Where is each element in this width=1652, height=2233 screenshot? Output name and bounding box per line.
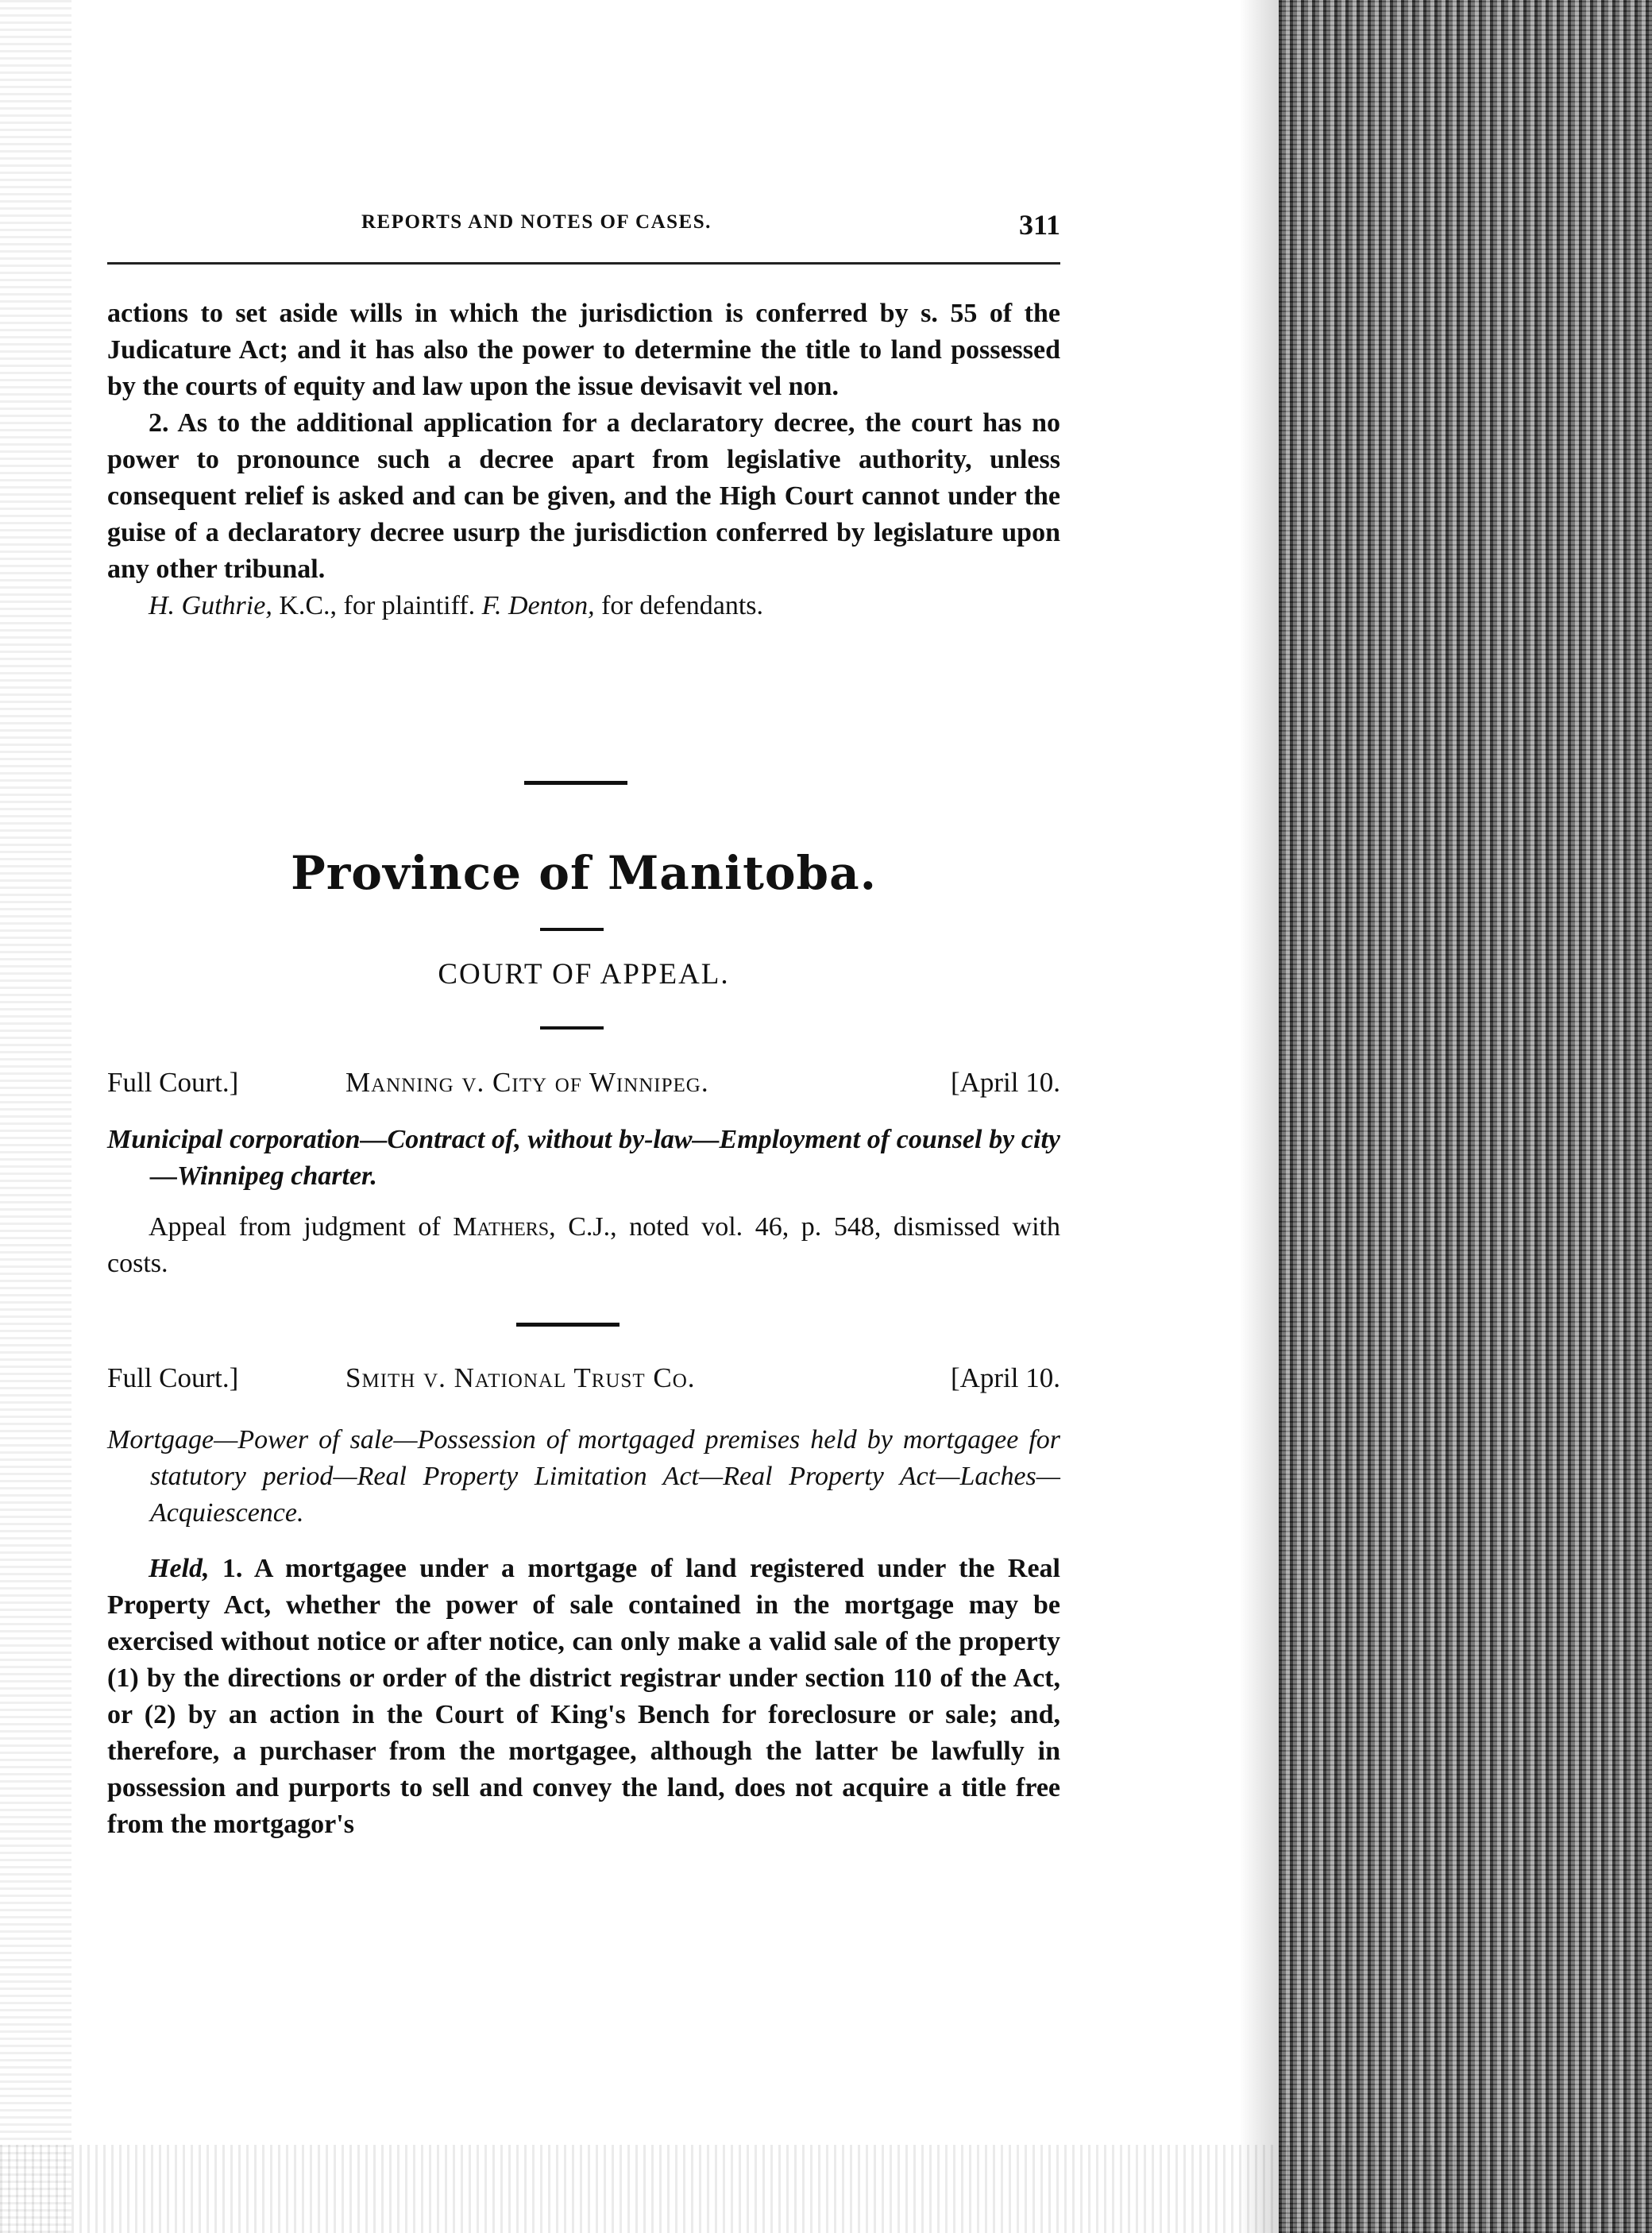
court-heading: COURT OF APPEAL. — [438, 958, 730, 991]
scan-bottom-edge — [0, 2145, 1652, 2233]
province-heading: Province of Manitoba. — [291, 846, 877, 900]
running-head — [107, 208, 1060, 256]
defendant-counsel-role: for defendants. — [594, 591, 764, 620]
case-holding — [107, 1551, 1060, 1843]
case-note-judge: Mathers — [453, 1212, 550, 1242]
case-note — [107, 1209, 1060, 1282]
case-note-suffix: , C.J., noted vol. 46, p. 548, dismissed with costs. — [107, 1212, 1060, 1278]
continuation-text — [107, 296, 1060, 624]
held-label: Held, — [149, 1554, 210, 1583]
held-text: 1. A mortgagee under a mortgage of land registered under the Real Property Act, whether the power of sale contained in the mortgage may be exercised without notice or after notice, can only make a valid sale of the property (1) by the directions or order of the district registrar under section 110 of the Act, or (2) by an action in the Court of King's Bench for foreclosure or sale; and, therefore, a purchaser from the mortgagee, although the latter be lawfully in possession and purports to sell and convey the land, does not acquire a title free from the mortgagor's — [107, 1554, 1060, 1839]
continuation-paragraph-1: actions to set aside wills in which the jurisdiction is conferred by s. 55 of the Judicature Act; and it has also the power to determine the title to land possessed by the courts of equity and law upon the issue devisavit vel non. — [107, 299, 1060, 401]
book-page-edges — [1279, 0, 1652, 2233]
counsel-line — [107, 588, 1060, 624]
section-divider — [524, 781, 627, 785]
case-name: Smith v. National Trust Co. — [345, 1362, 696, 1393]
court-divider — [540, 1026, 604, 1030]
case-heading — [107, 1067, 1060, 1107]
header-rule — [107, 262, 1060, 265]
page-number: 311 — [1018, 209, 1060, 241]
scan-left-edge — [0, 0, 71, 2233]
plaintiff-counsel-role: K.C., for plaintiff. — [272, 591, 482, 620]
case-name: Manning v. City of Winnipeg. — [345, 1067, 709, 1098]
running-head-title: REPORTS AND NOTES OF CASES. — [361, 211, 712, 233]
case-date: [April 10. — [950, 1067, 1060, 1098]
case-divider — [516, 1323, 620, 1327]
continuation-paragraph-2: 2. As to the additional application for a declaratory decree, the court has no power to pronounce such a decree apart from legislative authority, unless consequent relief is asked and can be given, and the High Court cannot under the guise of a declaratory decree usurp the jurisdiction conferred by legislature upon any other tribunal. — [107, 408, 1060, 584]
case-heading — [107, 1362, 1060, 1402]
case-court: Full Court.] — [107, 1362, 239, 1393]
defendant-counsel: F. Denton, — [481, 591, 595, 620]
case-court: Full Court.] — [107, 1067, 239, 1098]
case-catchwords: Municipal corporation—Contract of, without by-law—Employment of counsel by city—Winnipeg charter. — [107, 1125, 1060, 1191]
case-note-prefix: Appeal from judgment of — [149, 1212, 454, 1242]
plaintiff-counsel: H. Guthrie, — [149, 591, 272, 620]
case-date: [April 10. — [950, 1362, 1060, 1393]
province-divider — [540, 928, 604, 931]
case-catchwords: Mortgage—Power of sale—Possession of mortgaged premises held by mortgagee for statutory period—Real Property Limitation Act—Real Property Act—Laches—Acquiescence. — [107, 1425, 1060, 1528]
